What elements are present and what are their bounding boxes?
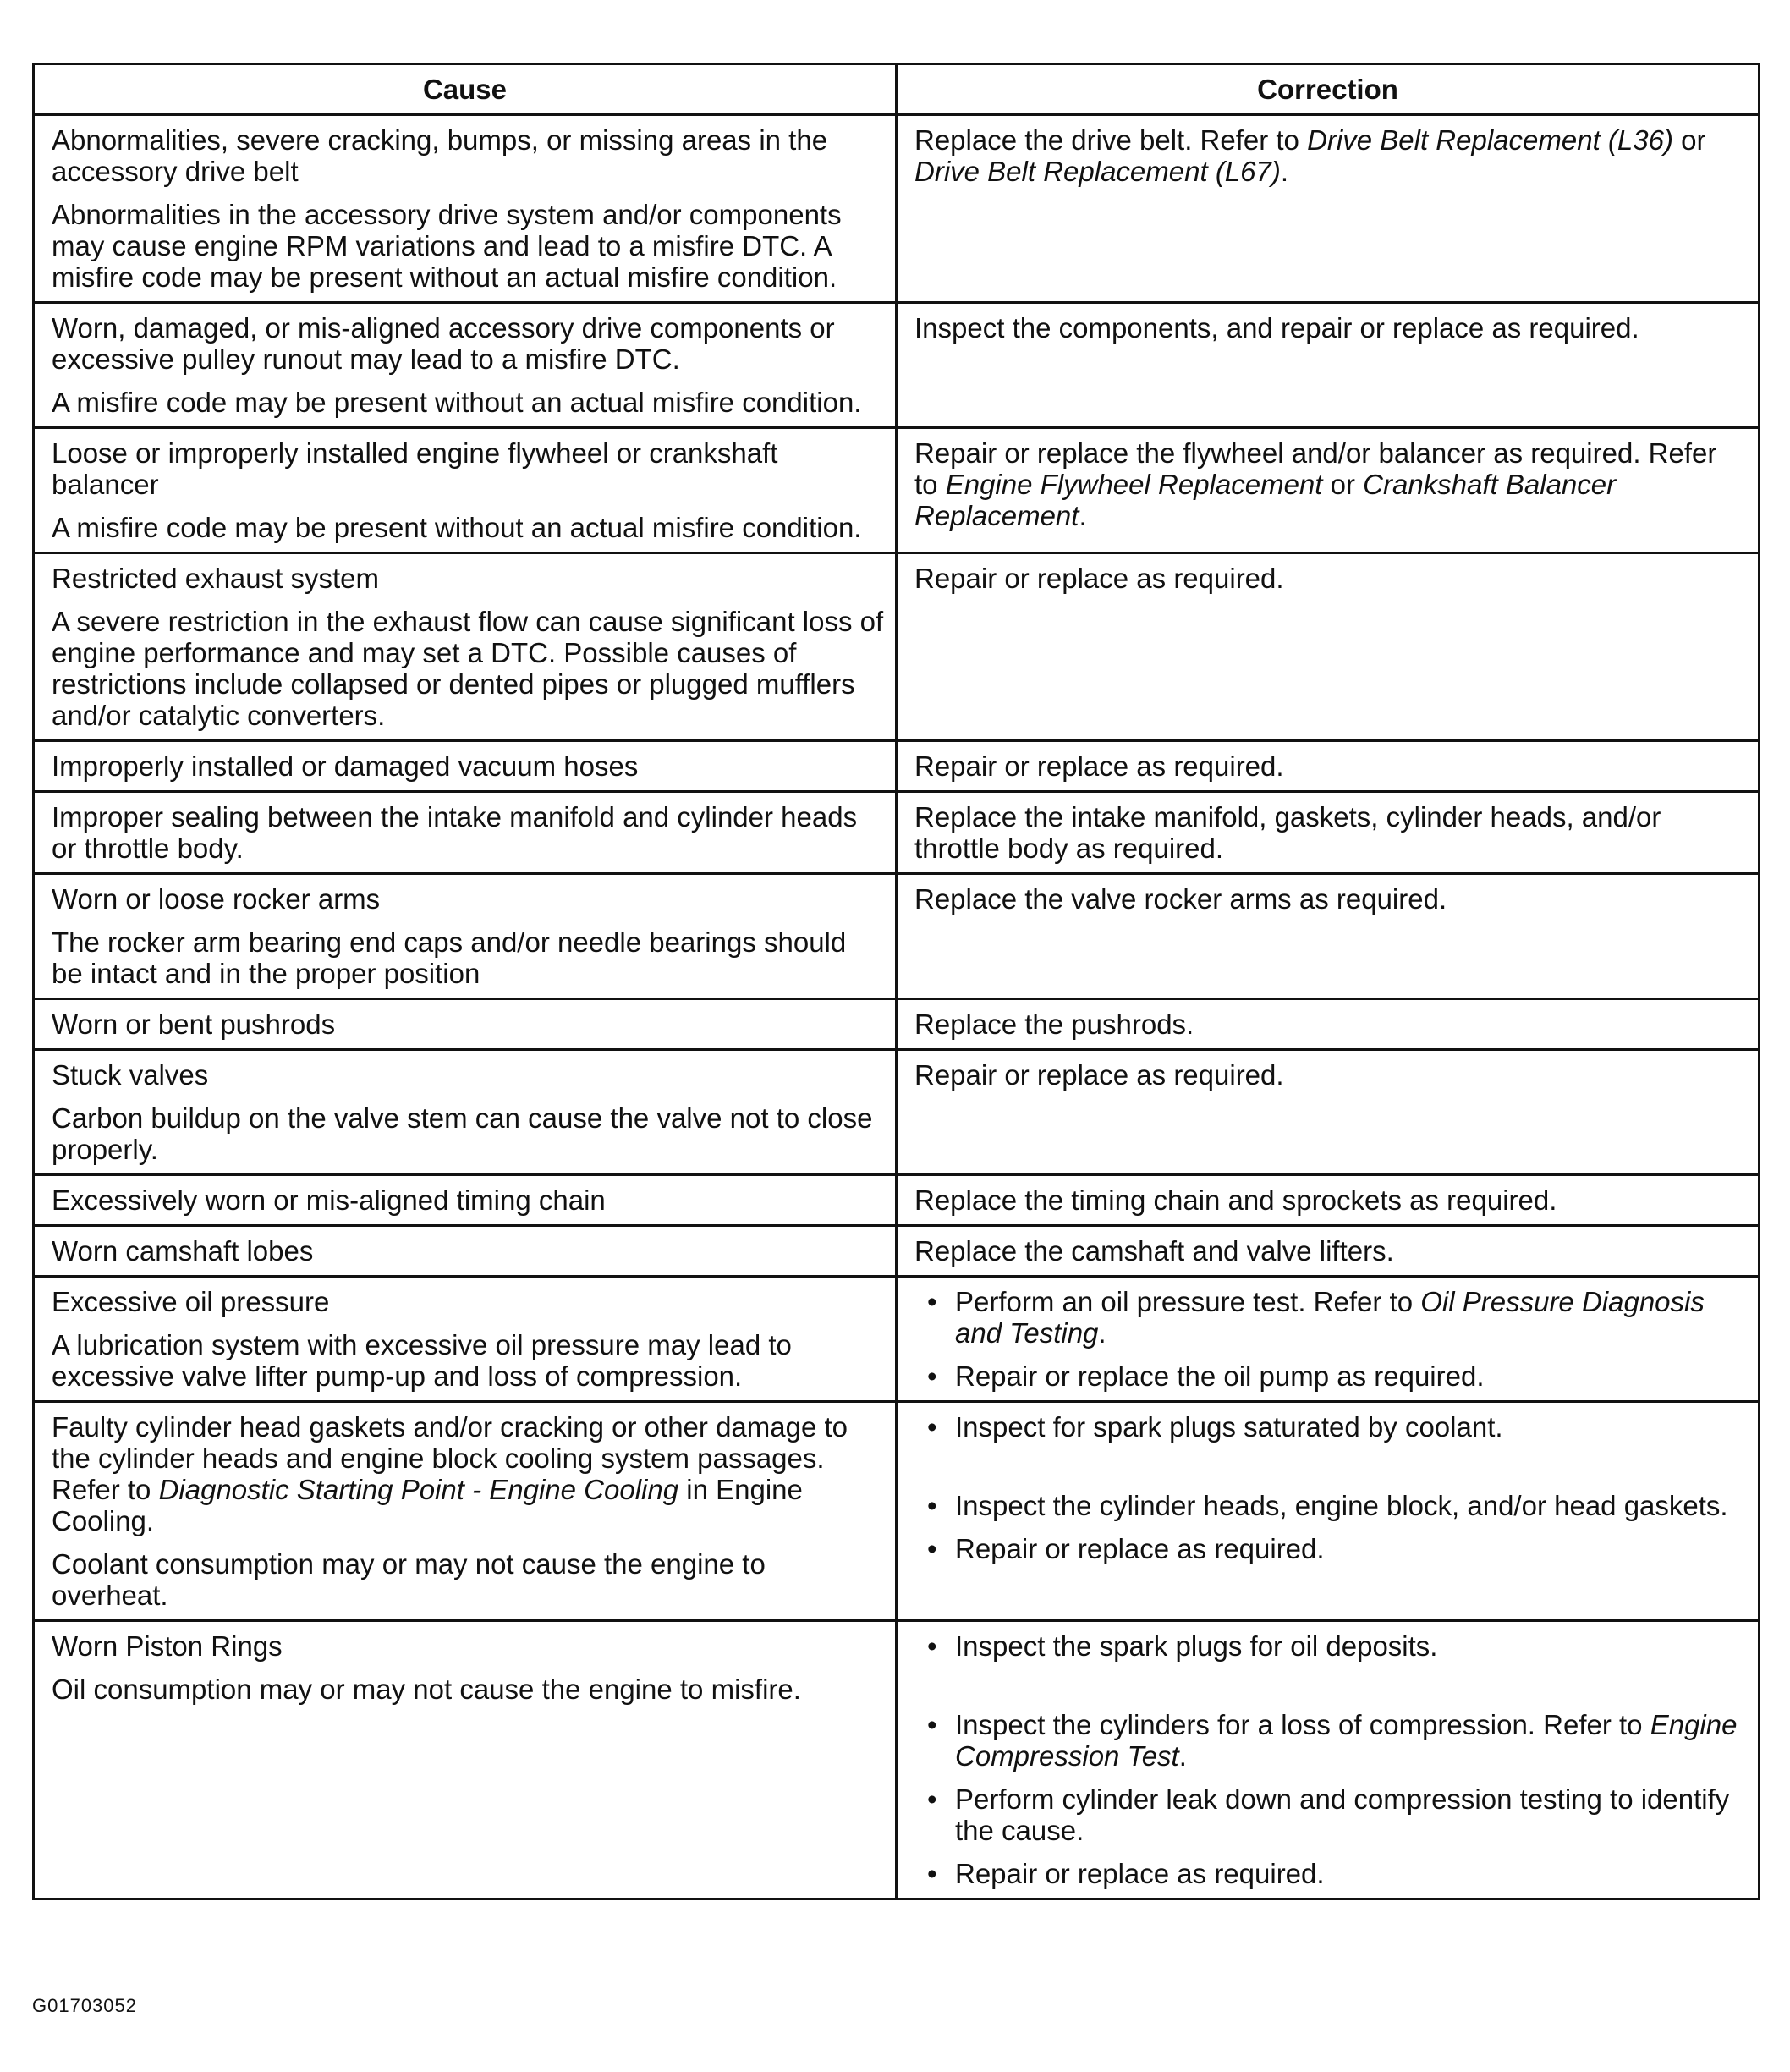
column-header-cause: Cause [34, 64, 897, 115]
diagnosis-table [32, 63, 1760, 1900]
cause-text: Restricted exhaust system [52, 563, 379, 594]
text-segment: Inspect the components, and repair or replace as required. [914, 312, 1639, 344]
correction-cell [897, 741, 1760, 792]
figure-code: G01703052 [32, 1995, 137, 2016]
table-row [34, 999, 1760, 1050]
correction-bullet [955, 1709, 1748, 1772]
correction-bullet-list [914, 1286, 1748, 1392]
text-segment: Inspect the cylinder heads, engine block, and/or head gaskets. [955, 1490, 1728, 1521]
table-row [34, 1226, 1760, 1277]
correction-text [914, 1059, 1748, 1091]
text-segment: Replace the drive belt. Refer to [914, 124, 1308, 156]
correction-cell [897, 428, 1760, 553]
correction-cell [897, 792, 1760, 874]
table-row [34, 1277, 1760, 1402]
text-segment: . [1280, 156, 1289, 187]
text-segment: in Engine Cooling. [52, 1474, 803, 1536]
text-segment: Inspect the cylinders for a loss of compression. Refer to [955, 1709, 1650, 1740]
correction-text [914, 750, 1748, 782]
correction-bullet [955, 1286, 1748, 1349]
cause-text: Improperly installed or damaged vacuum hoses [52, 750, 639, 782]
cause-text: Oil consumption may or may not cause the engine to misfire. [52, 1674, 801, 1705]
correction-text [914, 1184, 1748, 1216]
text-segment: or [1322, 469, 1364, 500]
column-header-correction: Correction [897, 64, 1760, 115]
cross-reference-text: Drive Belt Replacement (L67) [914, 156, 1281, 187]
correction-cell [897, 1621, 1760, 1899]
correction-bullet [955, 1783, 1748, 1846]
table-row [34, 792, 1760, 874]
correction-text [914, 437, 1748, 531]
table-row [34, 1621, 1760, 1899]
text-segment: . [1098, 1317, 1106, 1349]
text-segment: Repair or replace as required. [955, 1533, 1325, 1564]
cause-text: Excessively worn or mis-aligned timing chain [52, 1184, 606, 1216]
table-row [34, 303, 1760, 428]
correction-cell [897, 1050, 1760, 1175]
cross-reference-text: Engine Compression Test [955, 1709, 1738, 1772]
text-segment: Replace the timing chain and sprockets as required. [914, 1184, 1557, 1216]
text-segment: Repair or replace the flywheel and/or balancer as required. Refer to [914, 437, 1717, 500]
text-segment: . [1079, 500, 1087, 531]
cause-text: A severe restriction in the exhaust flow can cause significant loss of engine performance and may set a DTC. Possible causes of restrictions include collapsed or dented pipes or plugged mufflers and/or catalytic converters. [52, 606, 884, 731]
correction-cell [897, 553, 1760, 741]
cause-cell [34, 874, 897, 999]
text-segment: Repair or replace as required. [914, 563, 1284, 594]
table-row [34, 553, 1760, 741]
cross-reference-text: Oil Pressure Diagnosis and Testing [955, 1286, 1705, 1349]
correction-cell [897, 303, 1760, 428]
cause-text: A lubrication system with excessive oil pressure may lead to excessive valve lifter pump-up and loss of compression. [52, 1329, 792, 1392]
correction-cell [897, 1277, 1760, 1402]
correction-text [914, 124, 1748, 187]
cause-text: The rocker arm bearing end caps and/or needle bearings should be intact and in the proper position [52, 926, 847, 989]
correction-bullet [955, 1490, 1748, 1521]
cross-reference-text: Engine Flywheel Replacement [945, 469, 1323, 500]
cause-text: Carbon buildup on the valve stem can cause the valve not to close properly. [52, 1102, 873, 1165]
text-segment: Perform an oil pressure test. Refer to [955, 1286, 1421, 1317]
correction-bullet [955, 1411, 1748, 1443]
text-segment: . [1178, 1740, 1187, 1772]
cause-text: Worn Piston Rings [52, 1630, 283, 1662]
cause-cell [34, 553, 897, 741]
correction-text [914, 312, 1748, 344]
text-segment: Replace the intake manifold, gaskets, cylinder heads, and/or throttle body as required. [914, 801, 1661, 864]
cause-text: Loose or improperly installed engine flywheel or crankshaft balancer [52, 437, 778, 500]
correction-text [914, 563, 1748, 594]
text-segment: or [1672, 124, 1706, 156]
correction-bullet [955, 1630, 1748, 1662]
table-row [34, 874, 1760, 999]
cross-reference-text: Drive Belt Replacement (L36) [1307, 124, 1673, 156]
correction-bullet [955, 1858, 1748, 1889]
correction-cell [897, 115, 1760, 303]
cause-text: Excessive oil pressure [52, 1286, 330, 1317]
correction-text [914, 1009, 1748, 1040]
correction-bullet [955, 1360, 1748, 1392]
cause-text: Worn camshaft lobes [52, 1235, 314, 1267]
cause-text: Worn, damaged, or mis-aligned accessory drive components or excessive pulley runout may lead to a misfire DTC. [52, 312, 835, 375]
correction-bullet-list [914, 1411, 1748, 1564]
correction-text [914, 883, 1748, 915]
text-segment: Replace the valve rocker arms as required. [914, 883, 1447, 915]
cause-cell [34, 1621, 897, 1899]
cause-cell [34, 741, 897, 792]
table-header-row [34, 64, 1760, 115]
cause-text: Coolant consumption may or may not cause the engine to overheat. [52, 1548, 766, 1611]
table-row [34, 428, 1760, 553]
cause-text: A misfire code may be present without an actual misfire condition. [52, 512, 862, 543]
correction-cell [897, 999, 1760, 1050]
cause-cell [34, 303, 897, 428]
text-segment: Replace the camshaft and valve lifters. [914, 1235, 1394, 1267]
text-segment: Replace the pushrods. [914, 1009, 1194, 1040]
cause-text: Abnormalities in the accessory drive system and/or components may cause engine RPM variations and lead to a misfire DTC. A misfire code may be present without an actual misfire condition. [52, 199, 842, 293]
cross-reference-text: Diagnostic Starting Point - Engine Cooling [158, 1474, 679, 1505]
table-row [34, 741, 1760, 792]
correction-cell [897, 1175, 1760, 1226]
cause-cell [34, 428, 897, 553]
cause-text: A misfire code may be present without an actual misfire condition. [52, 387, 862, 418]
cause-cell [34, 1175, 897, 1226]
table-row [34, 1402, 1760, 1621]
cause-text [52, 1411, 885, 1536]
cause-text: Improper sealing between the intake manifold and cylinder heads or throttle body. [52, 801, 858, 864]
correction-text [914, 801, 1748, 864]
text-segment: Repair or replace as required. [914, 1059, 1284, 1091]
cause-cell [34, 1050, 897, 1175]
cause-text: Worn or loose rocker arms [52, 883, 381, 915]
correction-bullet-list [914, 1630, 1748, 1889]
text-segment: Inspect for spark plugs saturated by coolant. [955, 1411, 1503, 1443]
text-segment: Repair or replace as required. [914, 750, 1284, 782]
correction-cell [897, 1226, 1760, 1277]
table-row [34, 1050, 1760, 1175]
table-body [34, 115, 1760, 1899]
text-segment: Inspect the spark plugs for oil deposits. [955, 1630, 1438, 1662]
correction-cell [897, 874, 1760, 999]
cause-cell [34, 1402, 897, 1621]
correction-text [914, 1235, 1748, 1267]
cause-cell [34, 1277, 897, 1402]
table-row [34, 115, 1760, 303]
cause-text: Abnormalities, severe cracking, bumps, or missing areas in the accessory drive belt [52, 124, 828, 187]
cause-text: Worn or bent pushrods [52, 1009, 336, 1040]
cause-cell [34, 792, 897, 874]
cause-cell [34, 115, 897, 303]
cross-reference-text: Crankshaft Balancer Replacement [914, 469, 1617, 531]
correction-bullet [955, 1533, 1748, 1564]
text-segment: Faulty cylinder head gaskets and/or cracking or other damage to the cylinder heads and engine block cooling system passages. Refer to [52, 1411, 848, 1505]
table-row [34, 1175, 1760, 1226]
cause-text: Stuck valves [52, 1059, 209, 1091]
correction-cell [897, 1402, 1760, 1621]
text-segment: Perform cylinder leak down and compression testing to identify the cause. [955, 1783, 1730, 1846]
cause-cell [34, 999, 897, 1050]
text-segment: Repair or replace as required. [955, 1858, 1325, 1889]
text-segment: Repair or replace the oil pump as required. [955, 1360, 1485, 1392]
cause-cell [34, 1226, 897, 1277]
